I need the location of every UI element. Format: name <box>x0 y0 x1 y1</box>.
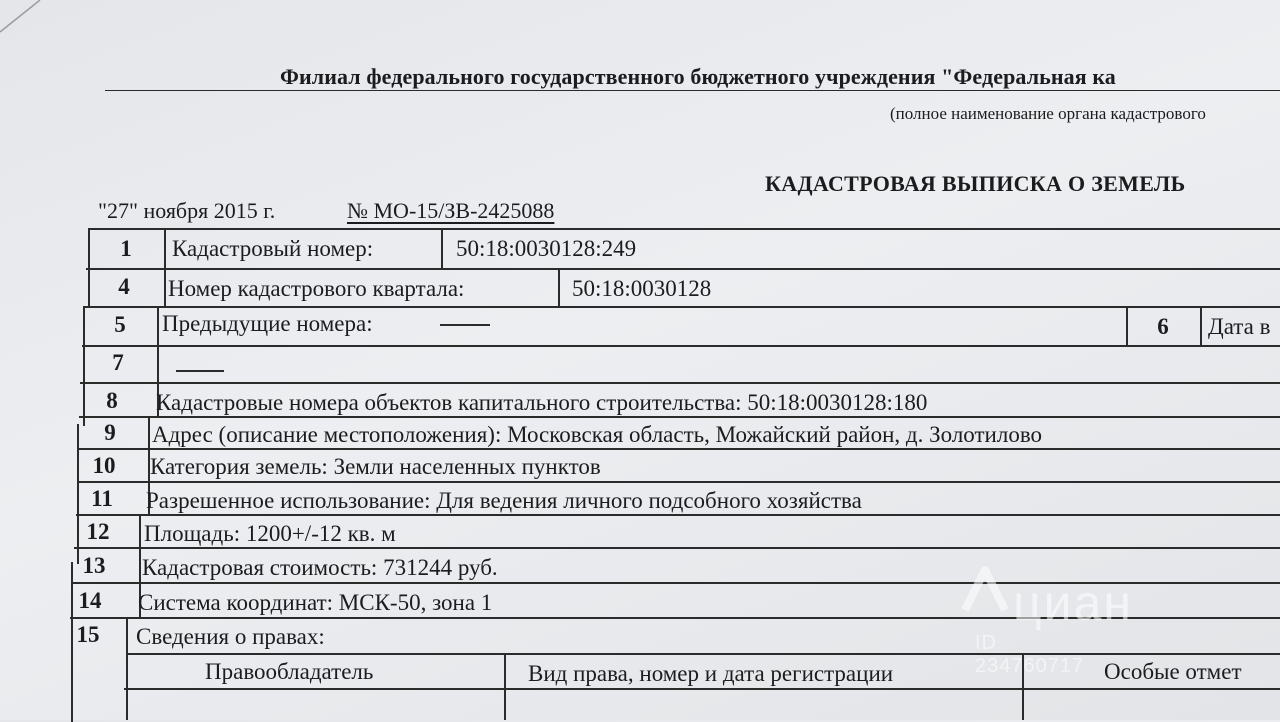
rights-header-type: Вид права, номер и дата регистрации <box>528 661 894 686</box>
row5-divider <box>1126 306 1128 346</box>
row-number: 6 <box>1157 314 1169 339</box>
cadastral-value: Кадастровая стоимость: 731244 руб. <box>142 555 498 580</box>
table-line <box>80 382 1280 384</box>
table-border-left <box>88 228 90 308</box>
rights-info-label: Сведения о правах: <box>136 624 325 649</box>
date-label: Дата в <box>1208 314 1271 339</box>
table-line <box>78 448 1280 450</box>
row-number: 14 <box>78 588 102 613</box>
table-line <box>79 416 1280 418</box>
row5-divider <box>1200 306 1202 346</box>
row-number: 10 <box>92 453 116 478</box>
empty-value-dash <box>440 324 490 326</box>
coordinate-system: Система координат: МСК-50, зона 1 <box>138 590 493 615</box>
area: Площадь: 1200+/-12 кв. м <box>144 521 396 546</box>
table-line <box>77 481 1280 483</box>
watermark-id: ID 234760717 <box>975 632 1085 677</box>
address-description: Адрес (описание местоположения): Московская область, Можайский район, д. Золотилово <box>152 422 1043 447</box>
row-number: 9 <box>104 420 116 445</box>
organization-name: Филиал федерального государственного бюджетного учреждения "Федеральная ка <box>280 64 1116 89</box>
paper-fold-line <box>0 0 60 40</box>
organization-note: (полное наименование органа кадастрового <box>890 104 1206 123</box>
document-date: "27" ноября 2015 г. <box>98 198 276 223</box>
permitted-use: Разрешенное использование: Для ведения личного подсобного хозяйства <box>146 488 862 513</box>
row-number: 8 <box>106 388 118 413</box>
table-line <box>74 547 1280 549</box>
table-line <box>86 268 1280 270</box>
table-line <box>88 228 1280 230</box>
table-line <box>126 653 1280 655</box>
row-number: 5 <box>114 312 126 337</box>
cian-logo-icon <box>955 560 1015 620</box>
value-column-divider <box>558 268 560 306</box>
quarter-number-value: 50:18:0030128 <box>572 276 712 301</box>
quarter-number-label: Номер кадастрового квартала: <box>168 276 465 301</box>
row-number: 15 <box>76 622 100 647</box>
land-category: Категория земель: Земли населенных пунктов <box>150 454 601 479</box>
table-line <box>84 306 1280 308</box>
row-number: 1 <box>120 236 132 261</box>
number-column-divider <box>126 617 128 720</box>
rights-column-divider <box>504 653 506 720</box>
row-number: 11 <box>91 486 113 511</box>
empty-value-dash <box>176 370 224 372</box>
table-line <box>82 345 1280 347</box>
cadastral-number-label: Кадастровый номер: <box>172 236 374 261</box>
previous-numbers-label: Предыдущие номера: <box>162 311 373 336</box>
row-number: 7 <box>112 350 124 375</box>
document-title: КАДАСТРОВАЯ ВЫПИСКА О ЗЕМЕЛЬ <box>765 171 1186 196</box>
watermark-brand: циан <box>1013 575 1133 631</box>
row-number: 13 <box>82 553 106 578</box>
row-number: 4 <box>118 274 130 299</box>
document-number: № МО-15/ЗВ-2425088 <box>347 198 555 223</box>
number-column-divider <box>164 228 166 308</box>
row-number: 12 <box>86 519 110 544</box>
rights-header-holder: Правообладатель <box>205 659 374 684</box>
table-line <box>124 688 1280 690</box>
organization-underline <box>105 90 1280 91</box>
table-line <box>76 514 1280 516</box>
rights-header-notes: Особые отмет <box>1104 659 1242 684</box>
capital-construction-numbers: Кадастровые номера объектов капитального строительства: 50:18:0030128:180 <box>156 390 928 415</box>
value-column-divider <box>441 228 443 268</box>
cadastral-number-value: 50:18:0030128:249 <box>456 236 637 261</box>
